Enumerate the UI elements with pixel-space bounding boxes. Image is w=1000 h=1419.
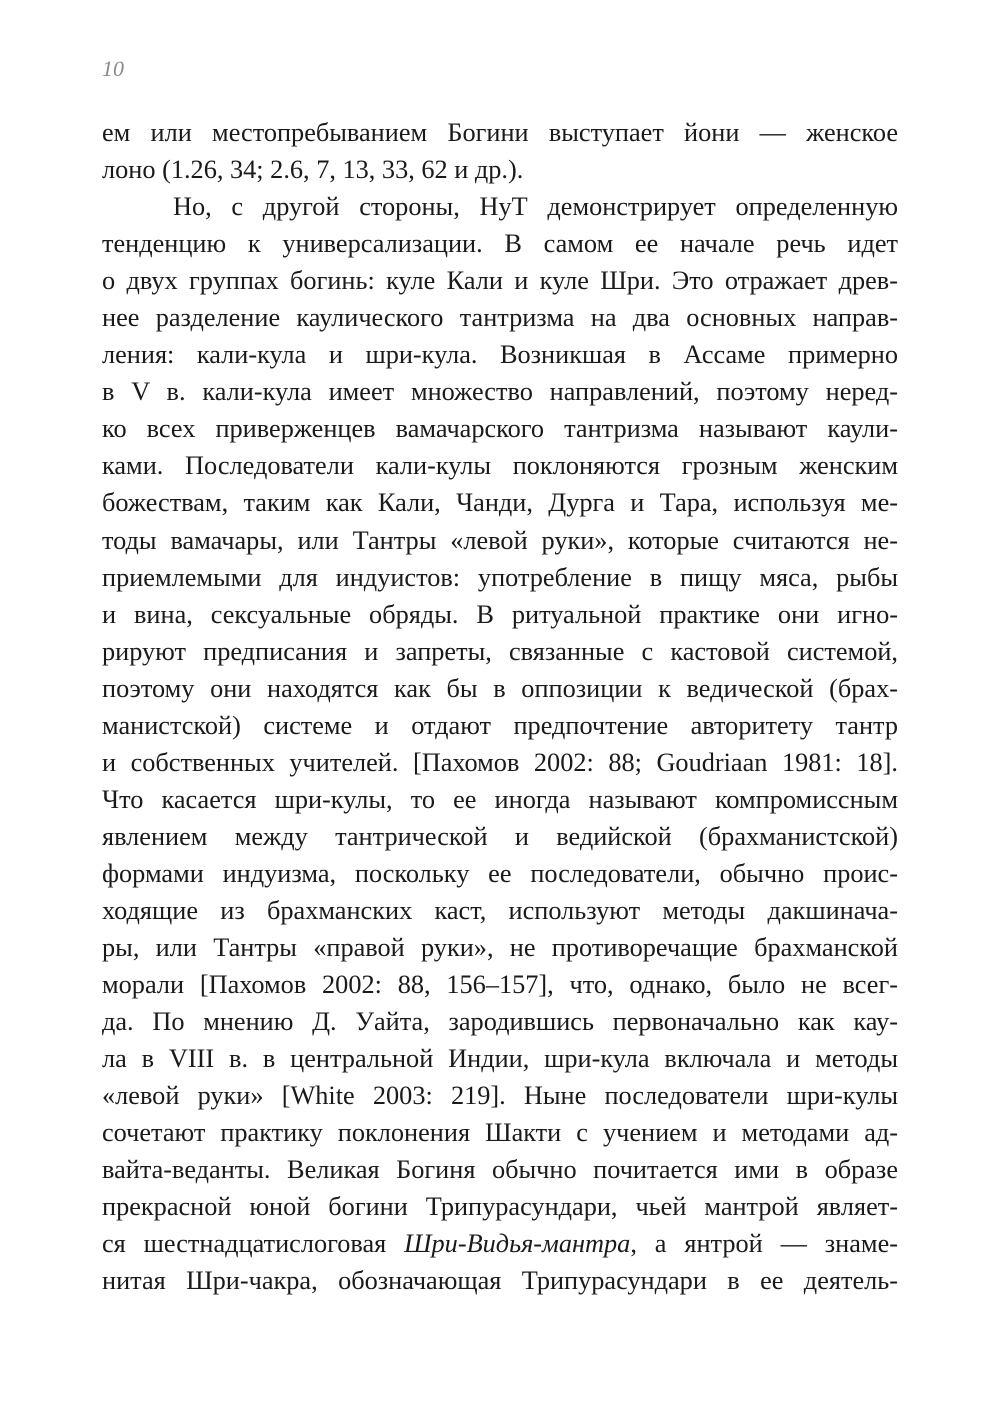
text-line: тоды вамачары, или Тантры «левой руки», которые считаются не- [102,525,898,555]
text-line: явлением между тантрической и ведийской (брахманистской) [102,821,898,851]
text-line: ры, или Тантры «правой руки», не противоречащие брахманской [102,933,898,963]
text-line: в V в. кали-кула имеет множество направлений, поэтому неред- [102,377,898,407]
text-line: «левой руки» [White 2003: 219]. Ныне последователи шри-кулы [102,1081,898,1111]
page-number: 10 [102,56,124,81]
text-line: манистской) системе и отдают предпочтение авторитету тантр [102,710,898,740]
text-line: нитая Шри-чакра, обозначающая Трипурасундари в ее деятель- [102,1266,898,1296]
text-line: и собственных учителей. [Пахомов 2002: 88; Goudriaan 1981: 18]. [102,747,898,777]
text-line: сочетают практику поклонения Шакти с учением и методами ад- [102,1118,898,1148]
text-line: формами индуизма, поскольку ее последователи, обычно проис- [102,858,898,888]
text-line: ся шестнадцатислоговая Шри-Видья-мантра, а янтрой — знаме- [102,1229,898,1259]
text-line: ления: кали-кула и шри-кула. Возникшая в Ассаме примерно [102,340,898,370]
body-text [102,114,898,1300]
text-line: ходящие из брахманских каст, используют методы дакшиначa- [102,895,898,925]
text-line: и вина, сексуальные обряды. В ритуальной практике они игно- [102,599,898,629]
text-line: да. По мнению Д. Уайта, зародившись первоначально как кау- [102,1007,898,1037]
text-line: о двух группах богинь: куле Кали и куле Шри. Это отражает древ- [102,266,898,296]
text-line: поэтому они находятся как бы в оппозиции к ведической (брах- [102,673,898,703]
text-line: ками. Последователи кали-кулы поклоняются грозным женским [102,451,898,481]
text-line: приемлемыми для индуистов: употребление в пищу мяса, рыбы [102,562,898,592]
text-line: Что касается шри-кулы, то ее иногда называют компромиссным [102,784,898,814]
text-line: ла в VIII в. в центральной Индии, шри-кула включала и методы [102,1044,898,1074]
text-line: вайта-веданты. Великая Богиня обычно почитается ими в образе [102,1155,898,1185]
text-line: ем или местопребыванием Богини выступает йони — женское [102,118,898,147]
text-line: божествам, таким как Кали, Чанди, Дурга и Тара, используя ме- [102,488,898,518]
text-line: нее разделение каулического тантризма на два основных направ- [102,303,898,333]
text-line: тенденцию к универсализации. В самом ее начале речь идет [102,229,898,259]
mantra-term: Шри-Видья-мантра [404,1229,631,1259]
text-line: прекрасной юной богини Трипурасундари, чьей мантрой являет- [102,1192,898,1222]
text-line: лоно (1.26, 34; 2.6, 7, 13, 33, 62 и др.). [102,155,524,185]
text-line: Но, с другой стороны, НуТ демонстрирует определенную [173,192,898,222]
text-line: рируют предписания и запреты, связанные с кастовой системой, [102,636,898,666]
text-line: ко всех приверженцев вамачарского тантризма называют каули- [102,414,898,444]
text-line: морали [Пахомов 2002: 88, 156–157], что, однако, было не всег- [102,970,898,1000]
